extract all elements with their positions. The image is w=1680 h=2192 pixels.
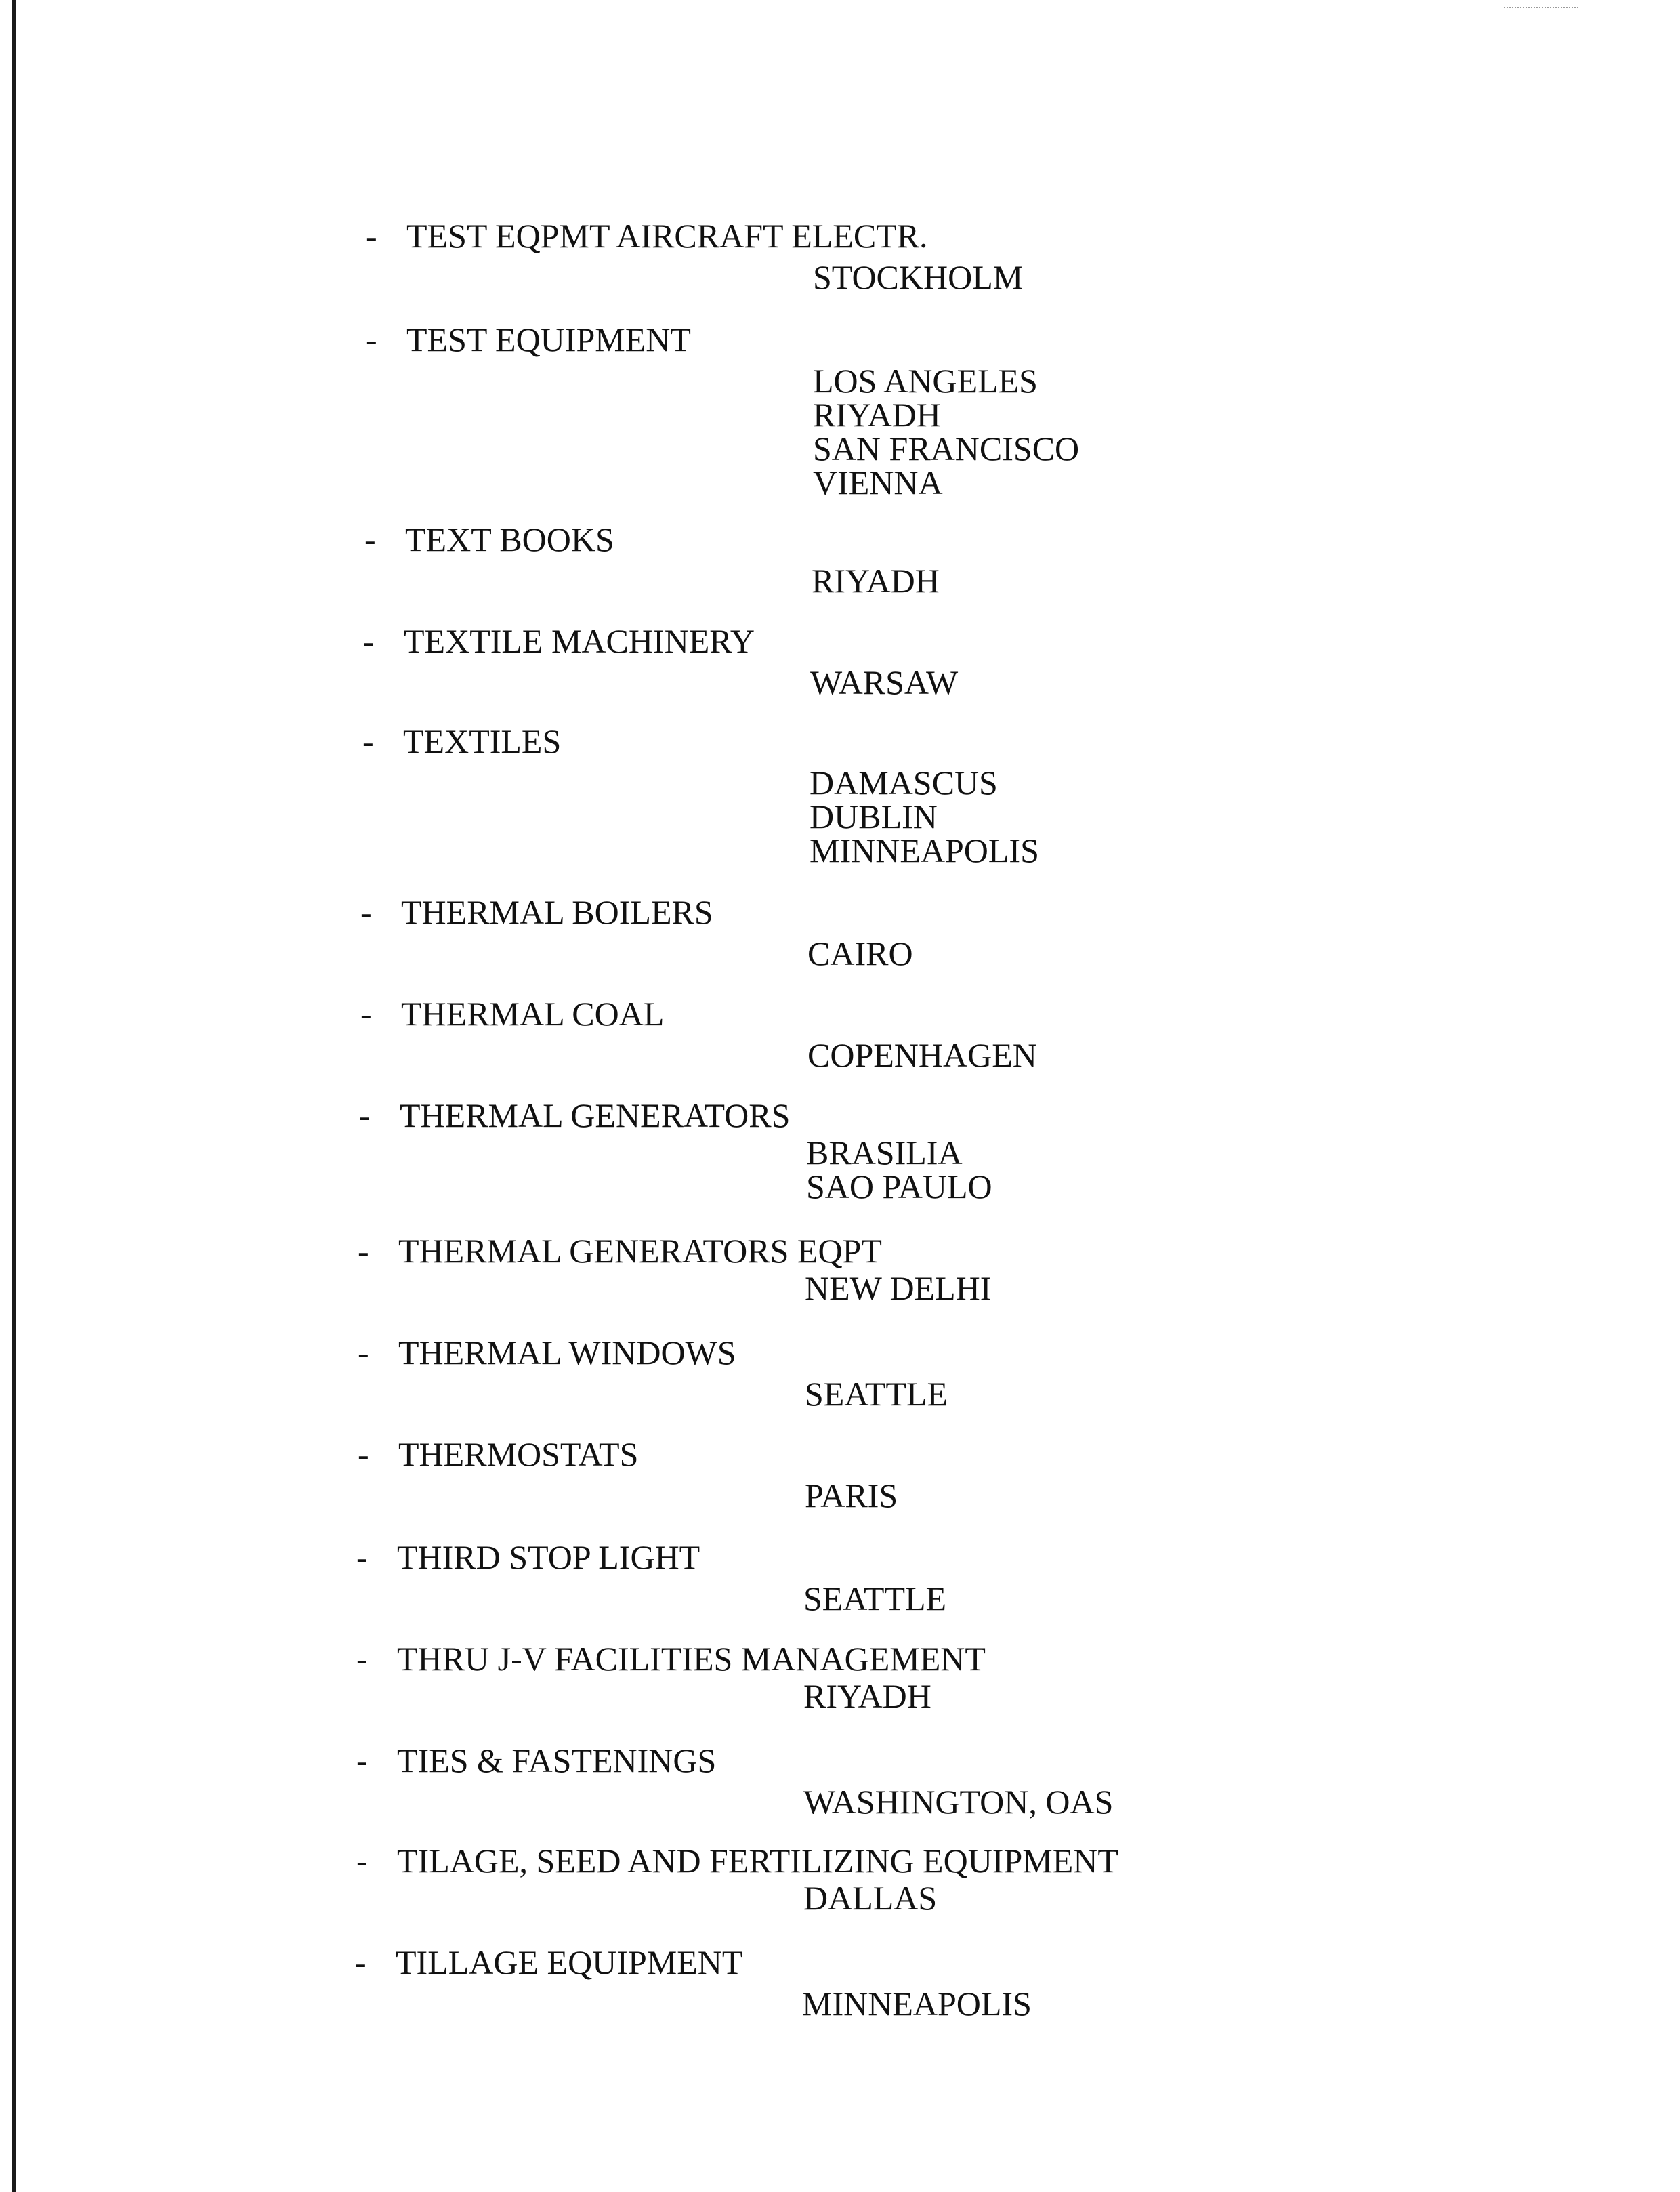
entry-term: TEXTILE MACHINERY [404,622,755,660]
entry-term: THERMOSTATS [398,1435,639,1473]
entry-heading [356,1539,1440,1575]
city-name: NEW DELHI [805,1269,992,1307]
bullet-dash: - [358,1232,369,1270]
entry-heading [360,996,1444,1031]
entry-term: THERMAL GENERATORS [400,1096,791,1134]
entry-term: THERMAL WINDOWS [398,1333,736,1371]
entry-heading [358,1233,1442,1268]
city-name: BRASILIA [806,1134,963,1172]
bullet-dash: - [356,1538,368,1576]
bullet-dash: - [356,1741,368,1779]
entry-term: TEXTILES [403,722,562,760]
list-item [356,1641,1440,1713]
list-item [358,1335,1442,1411]
bullet-dash: - [358,1435,369,1473]
city-name: DUBLIN [810,798,938,835]
city-name: RIYADH [803,1677,931,1715]
city-list [812,564,1448,598]
city-name: MINNEAPOLIS [802,1985,1032,2023]
entry-term: THRU J-V FACILITIES MANAGEMENT [397,1640,986,1678]
city-name: DALLAS [803,1879,938,1917]
entry-heading [356,1641,1440,1676]
city-name: DAMASCUS [810,764,998,802]
city-list [802,1987,1439,2021]
bullet-dash: - [359,1096,371,1134]
bullet-dash: - [360,893,372,931]
bullet-dash: - [358,1333,369,1371]
city-name: STOCKHOLM [813,258,1024,296]
entry-heading [364,522,1448,557]
entry-term: TEST EQPMT AIRCRAFT ELECTR. [406,217,928,255]
city-name: PARIS [805,1476,898,1514]
list-item [359,1098,1443,1203]
bullet-dash: - [356,1640,368,1678]
entry-heading [366,322,1450,357]
entry-heading [358,1335,1442,1370]
city-name: COPENHAGEN [807,1036,1037,1074]
city-list [813,364,1450,499]
list-item [355,1945,1439,2021]
city-list [803,1581,1440,1615]
city-name: RIYADH [813,396,941,434]
entry-term: THERMAL GENERATORS EQPT [398,1232,882,1270]
bullet-dash: - [362,722,374,760]
entry-heading [363,623,1447,659]
bullet-dash: - [363,622,375,660]
list-item [363,623,1447,699]
bullet-dash: - [356,1842,368,1880]
bullet-dash: - [364,520,376,558]
scan-left-edge [12,0,16,2192]
list-item [356,1843,1440,1915]
entry-term: THERMAL COAL [401,995,665,1033]
bullet-dash: - [366,320,377,358]
list-item [360,996,1444,1072]
entry-term: TEST EQUIPMENT [406,320,691,358]
city-list [803,1785,1440,1819]
city-name: VIENNA [813,463,943,501]
city-list [813,260,1450,294]
list-item [358,1436,1442,1512]
entry-heading [359,1098,1443,1133]
city-list [810,766,1446,867]
bullet-dash: - [366,217,377,255]
list-item [366,322,1450,499]
entry-heading [356,1843,1440,1878]
entry-heading [356,1743,1440,1778]
city-list [810,665,1447,699]
city-name: SAN FRANCISCO [813,430,1080,468]
city-name: RIYADH [812,562,940,600]
city-name: LOS ANGELES [813,362,1038,400]
city-list [805,1377,1442,1411]
bullet-dash: - [360,995,372,1033]
entry-term: THERMAL BOILERS [401,893,713,931]
scan-speck [1504,7,1578,9]
list-item [356,1743,1440,1819]
city-name: MINNEAPOLIS [810,831,1039,869]
entry-heading [362,724,1446,759]
entry-heading [360,894,1444,930]
city-list [807,1038,1444,1072]
entry-heading [358,1436,1442,1472]
entry-term: TILLAGE EQUIPMENT [396,1943,743,1981]
city-list [807,936,1444,970]
city-name: SEATTLE [803,1579,947,1617]
city-name: WASHINGTON, OAS [803,1783,1114,1821]
list-item [358,1233,1442,1305]
entry-term: TIES & FASTENINGS [397,1741,717,1779]
list-item [362,724,1446,867]
city-list [803,1881,1440,1915]
entry-term: TEXT BOOKS [405,520,614,558]
city-name: CAIRO [807,934,913,972]
city-list [805,1271,1442,1305]
list-item [366,218,1450,294]
entry-term: THIRD STOP LIGHT [397,1538,700,1576]
city-name: WARSAW [810,663,959,701]
city-list [805,1478,1442,1512]
entry-term: TILAGE, SEED AND FERTILIZING EQUIPMENT [397,1842,1118,1880]
entry-heading [366,218,1450,253]
bullet-dash: - [355,1943,366,1981]
list-item [356,1539,1440,1615]
city-list [806,1136,1443,1203]
list-item [360,894,1444,970]
city-name: SAO PAULO [806,1167,992,1205]
city-list [803,1679,1440,1713]
city-name: SEATTLE [805,1375,948,1413]
entry-heading [355,1945,1439,1980]
list-item [364,522,1448,598]
